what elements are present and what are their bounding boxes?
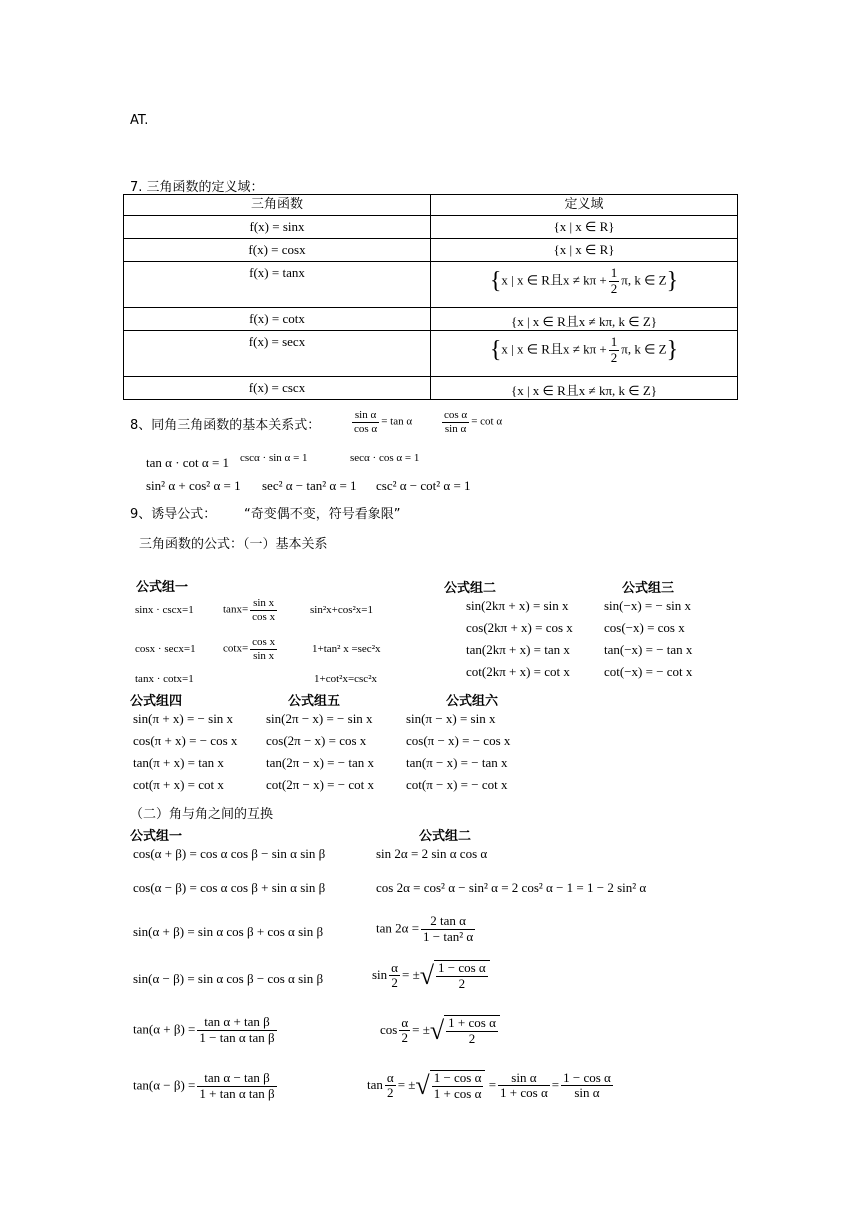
- conv-group2-title: 公式组二: [419, 829, 472, 844]
- group6-title: 公式组六: [446, 694, 499, 709]
- group1-formula: 1+cot²x=csc²x: [314, 673, 377, 685]
- formula-sin-half: sin $\frac{\alpha}{2}$ = ±√ $\frac{\text{1 − cos α}}{2}$: [372, 960, 490, 992]
- group4-formula: sin(π + x) = − sin x: [133, 711, 234, 726]
- fn-tan: f(x) = tanx: [249, 265, 305, 280]
- group2-formula: sin(2kπ + x) = sin x: [466, 598, 569, 613]
- group6-formula: tan(π − x) = − tan x: [406, 755, 508, 770]
- fn-cos: f(x) = cosx: [248, 242, 306, 257]
- header-function: 三角函数: [124, 195, 431, 216]
- group3-formula: sin(−x) = − sin x: [604, 598, 691, 613]
- fn-sec: f(x) = secx: [248, 334, 306, 349]
- domain-csc: {x | x ∈ R且x ≠ kπ, k ∈ Z}: [510, 383, 658, 398]
- formula-sin-diff: sin(α − β) = sin α cos β − cos α sin β: [133, 971, 324, 986]
- section-7-title: 7. 三角函数的定义域：: [130, 180, 264, 195]
- fragment-text: AT.: [130, 113, 149, 128]
- domain-cos: {x | x ∈ R}: [553, 242, 615, 257]
- domain-tan: {x | x ∈ R且x ≠ kπ + $\frac{1}{2}$ π, k ∈ Z}: [489, 265, 679, 296]
- group1-formula: cosx · secx=1: [135, 643, 196, 655]
- group5-formula: sin(2π − x) = − sin x: [266, 711, 373, 726]
- table-row: [124, 216, 738, 239]
- group2-formula: tan(2kπ + x) = tan x: [466, 642, 570, 657]
- group6-formula: cot(π − x) = − cot x: [406, 777, 508, 792]
- table-row: [124, 377, 738, 400]
- domain-sec: {x | x ∈ R且x ≠ kπ + $\frac{1}{2}$ π, k ∈ Z}: [489, 334, 679, 365]
- section-9-motto: “奇变偶不变，符号看象限”: [244, 507, 401, 522]
- formula-cos-sum: cos(α + β) = cos α cos β − sin α sin β: [133, 846, 326, 861]
- group6-formula: cos(π − x) = − cos x: [406, 733, 511, 748]
- identity-tan-cot: tan α · cot α = 1: [146, 455, 230, 470]
- angle-conversion-subtitle: （二）角与角之间的互换: [130, 807, 274, 822]
- domain-cot: {x | x ∈ R且x ≠ kπ, k ∈ Z}: [510, 314, 658, 329]
- group2-formula: cot(2kπ + x) = cot x: [466, 664, 570, 679]
- group4-formula: cos(π + x) = − cos x: [133, 733, 238, 748]
- domain-sin: {x | x ∈ R}: [553, 219, 615, 234]
- formula-tan-half: tan $\frac{\alpha}{2}$ = ±√ $\frac{\text{1 − cos α}}{\text{1 + cos α}}$ = $\frac{\text{sin α}}{\text{1 + cos α}}$ = $\frac{\text{1 − cos α}}{\text{sin α}}$: [367, 1069, 611, 1101]
- header-domain: 定义域: [431, 195, 738, 216]
- identity-csc-cot: csc² α − cot² α = 1: [376, 478, 471, 493]
- identity-tan-quotient: $\frac{\text{sin α}}{\text{cos α}}$ = tan α: [354, 409, 413, 435]
- group1-formula: 1+tan² x =sec²x: [312, 643, 381, 655]
- section-9-title: 9、诱导公式：: [130, 507, 217, 522]
- group4-formula: tan(π + x) = tan x: [133, 755, 224, 770]
- formula-tan-diff: tan(α − β) = $\frac{\text{tan α − tan β}}{\text{1 + tan α tan β}}$: [133, 1070, 275, 1101]
- identity-sec-tan: sec² α − tan² α = 1: [262, 478, 357, 493]
- identity-cot-quotient: $\frac{\text{cos α}}{\text{sin α}}$ = cot α: [444, 409, 503, 435]
- table-row: [124, 308, 738, 331]
- group1-formula: sin²x+cos²x=1: [310, 604, 374, 616]
- group5-formula: tan(2π − x) = − tan x: [266, 755, 374, 770]
- section-8-title: 8、同角三角函数的基本关系式：: [130, 418, 321, 433]
- table-row: [124, 331, 738, 377]
- fn-sin: f(x) = sinx: [249, 219, 305, 234]
- group2-title: 公式组二: [444, 581, 497, 596]
- group2-formula: cos(2kπ + x) = cos x: [466, 620, 573, 635]
- table-row: [124, 262, 738, 308]
- formula-tan-sum: tan(α + β) = $\frac{\text{tan α + tan β}}{\text{1 − tan α tan β}}$: [133, 1014, 275, 1045]
- group4-formula: cot(π + x) = cot x: [133, 777, 224, 792]
- fn-csc: f(x) = cscx: [248, 380, 306, 395]
- group1-formula: tanx= $\frac{\text{sin x}}{\text{cos x}}$: [223, 597, 276, 623]
- identity-csc-sin: cscα · sin α = 1: [240, 452, 308, 464]
- conv-group1-title: 公式组一: [130, 829, 183, 844]
- group3-formula: cot(−x) = − cot x: [604, 664, 693, 679]
- group4-title: 公式组四: [130, 694, 183, 709]
- group3-title: 公式组三: [622, 581, 675, 596]
- formula-sin-double: sin 2α = 2 sin α cos α: [376, 846, 488, 861]
- basic-relations-subtitle: 三角函数的公式：（一）基本关系: [139, 537, 328, 552]
- formula-cos-diff: cos(α − β) = cos α cos β + sin α sin β: [133, 880, 326, 895]
- group6-formula: sin(π − x) = sin x: [406, 711, 496, 726]
- group1-title: 公式组一: [136, 580, 189, 595]
- group3-formula: tan(−x) = − tan x: [604, 642, 693, 657]
- group1-formula: cotx= $\frac{\text{cos x}}{\text{sin x}}$: [223, 636, 276, 662]
- domain-table: [123, 194, 738, 400]
- group5-formula: cot(2π − x) = − cot x: [266, 777, 374, 792]
- group3-formula: cos(−x) = cos x: [604, 620, 685, 635]
- identity-pythagorean: sin² α + cos² α = 1: [146, 478, 241, 493]
- table-header-row: [124, 195, 738, 216]
- formula-cos-double: cos 2α = cos² α − sin² α = 2 cos² α − 1 = 1 − 2 sin² α: [376, 880, 647, 895]
- group5-formula: cos(2π − x) = cos x: [266, 733, 367, 748]
- table-row: [124, 239, 738, 262]
- formula-cos-half: cos $\frac{\alpha}{2}$ = ±√ $\frac{\text{1 + cos α}}{2}$: [380, 1015, 500, 1047]
- group5-title: 公式组五: [288, 694, 341, 709]
- formula-sin-sum: sin(α + β) = sin α cos β + cos α sin β: [133, 924, 324, 939]
- group1-formula: sinx · cscx=1: [135, 604, 194, 616]
- formula-tan-double: tan 2α = $\frac{\text{2 tan α}}{\text{1 − tan² α}}$: [376, 913, 474, 944]
- group1-formula: tanx · cotx=1: [135, 673, 194, 685]
- identity-sec-cos: secα · cos α = 1: [350, 452, 420, 464]
- fn-cot: f(x) = cotx: [249, 311, 305, 326]
